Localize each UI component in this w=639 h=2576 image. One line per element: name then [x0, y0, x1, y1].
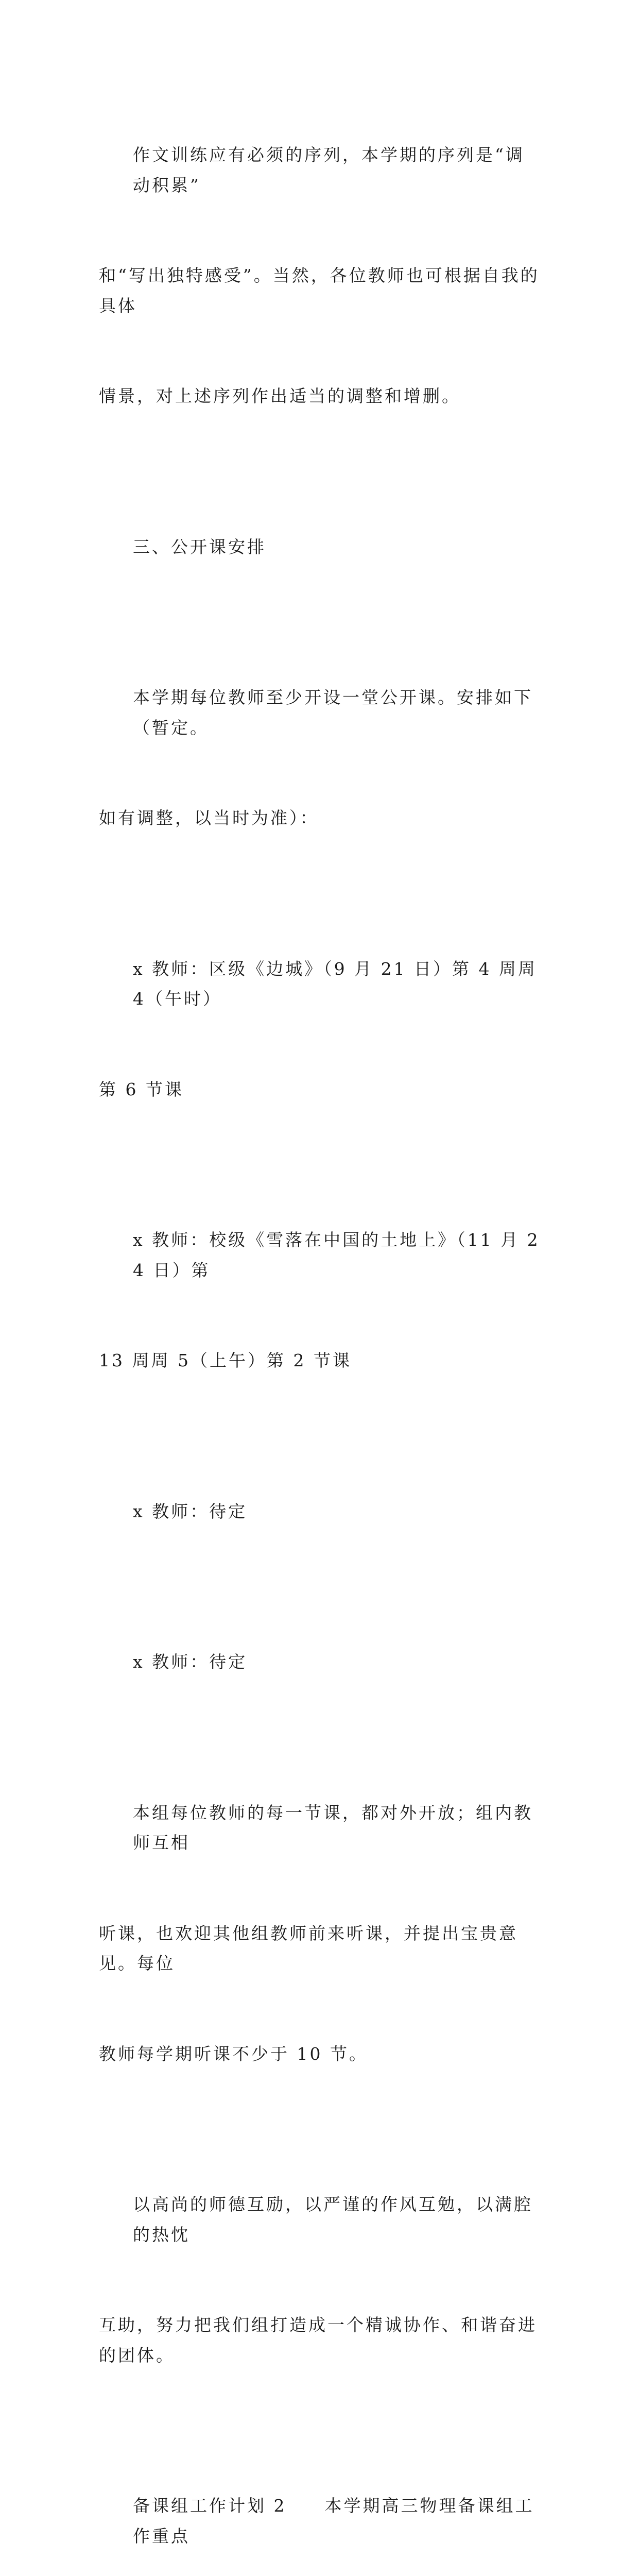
paragraph-teacher-schedule-4 — [99, 1587, 542, 1738]
document-page — [99, 80, 545, 2576]
text-line: 教师每学期听课不少于 10 节。 — [99, 2043, 368, 2064]
text-line: x 教师：区级《边城》（9 月 21 日）第 4 周周 4（午时） — [133, 958, 545, 1009]
section-heading-open-class — [99, 472, 542, 623]
paragraph-teacher-schedule-1 — [99, 894, 545, 1165]
text-line: 以高尚的师德互励，以严谨的作风互勉，以满腔的热忱 — [133, 2194, 533, 2245]
text-line: 和“写出独特感受”。当然，各位教师也可根据自我的具体 — [99, 265, 540, 316]
paragraph-plan-2-intro — [99, 2431, 542, 2576]
text-line: 第 6 节课 — [99, 1079, 184, 1099]
paragraph-open-class-intro — [99, 622, 542, 894]
text-line: 备课组工作计划 2 本学期高三物理备课组工作重点 — [133, 2496, 534, 2546]
text-line: 情景，对上述序列作出适当的调整和增删。 — [99, 386, 461, 406]
text-line: 听课，也欢迎其他组教师前来听课，并提出宝贵意见。每位 — [99, 1923, 518, 1973]
text-line: 本组每位教师的每一节课，都对外开放；组内教师互相 — [133, 1802, 533, 1853]
text-line: x 教师：待定 — [133, 1501, 248, 1521]
paragraph-writing-sequence — [99, 80, 542, 472]
text-line: 三、公开课安排 — [133, 536, 266, 557]
text-line: 互助，努力把我们组打造成一个精诚协作、和谐奋进的团体。 — [99, 2315, 537, 2365]
text-line: 本学期每位教师至少开设一堂公开课。安排如下（暂定。 — [133, 687, 533, 738]
paragraph-teacher-schedule-2 — [99, 1165, 542, 1436]
text-line: x 教师：待定 — [133, 1652, 248, 1672]
paragraph-open-lessons — [99, 1738, 542, 2130]
paragraph-team-spirit — [99, 2129, 542, 2431]
paragraph-teacher-schedule-3 — [99, 1436, 542, 1587]
text-line: x 教师：校级《雪落在中国的土地上》（11 月 24 日）第 — [133, 1230, 540, 1280]
text-line: 如有调整，以当时为准）： — [99, 808, 319, 828]
text-line: 13 周周 5（上午）第 2 节课 — [99, 1350, 352, 1370]
text-line: 作文训练应有必须的序列，本学期的序列是“调动积累” — [133, 145, 525, 195]
